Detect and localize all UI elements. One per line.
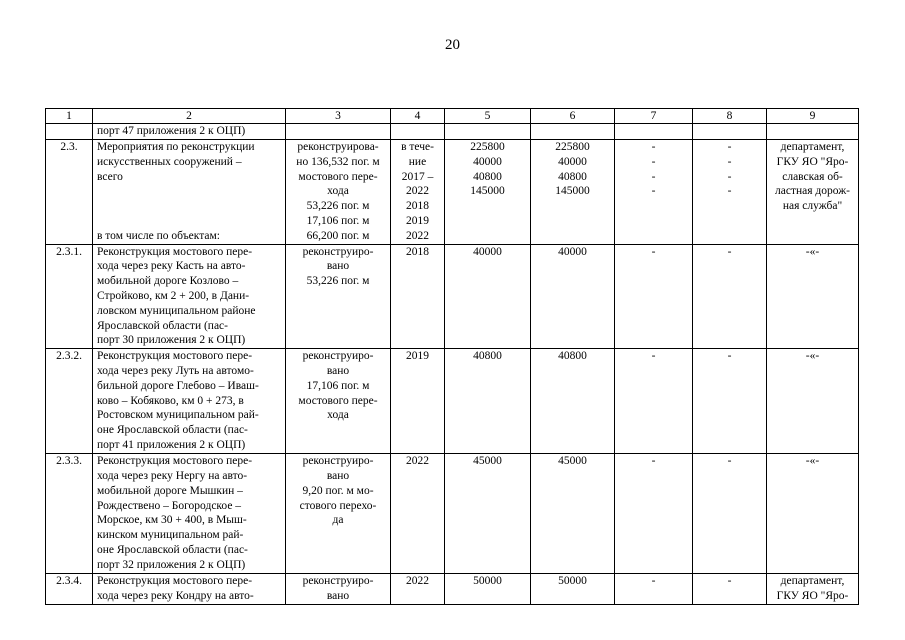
- row-col7: -: [615, 244, 693, 349]
- row-period: 2019: [391, 349, 445, 454]
- header-cell: 4: [391, 109, 445, 124]
- table-row: [46, 349, 859, 454]
- row-col8: [693, 124, 767, 140]
- header-cell: 8: [693, 109, 767, 124]
- row-description-text: Мероприятия по реконструкции искусственных сооружений – всего: [97, 141, 255, 183]
- row-description: Реконструкция мостового пере- хода через реку Луть на автомо- бильной дороге Глебово – Иваш- ково – Кобяково, км 0 + 273, в Ростовском муниципальном рай- оне Ярославской области (пас- порт 41 приложения 2 к ОЦП): [93, 349, 286, 454]
- row-description: Реконструкция мостового пере- хода через реку Касть на авто- мобильной дороге Козлово – Стройково, км 2 + 200, в Дани- ловском муниципальном районе Ярославской области (пас- порт 30 приложения 2 к ОЦП): [93, 244, 286, 349]
- page-number: 20: [445, 37, 460, 53]
- row-number: [46, 124, 93, 140]
- row-col9: -«-: [767, 349, 859, 454]
- row-unit: реконструиро- вано: [286, 574, 391, 605]
- row-period: в тече- ние 2017 – 2022 2018 2019 2022: [391, 140, 445, 245]
- row-description: Реконструкция мостового пере- хода через реку Кондру на авто-: [93, 574, 286, 605]
- row-unit: [286, 124, 391, 140]
- header-cell: 3: [286, 109, 391, 124]
- row-col5: 40800: [445, 349, 531, 454]
- row-unit: реконструиро- вано 17,106 пог. м мостового пере- хода: [286, 349, 391, 454]
- header-cell: 2: [93, 109, 286, 124]
- row-number: 2.3.: [46, 140, 93, 245]
- row-period: 2022: [391, 454, 445, 574]
- row-col9: [767, 124, 859, 140]
- row-col9: департамент, ГКУ ЯО "Яро-: [767, 574, 859, 605]
- row-col6: 225800 40000 40800 145000: [531, 140, 615, 245]
- row-number: 2.3.3.: [46, 454, 93, 574]
- row-col6: [531, 124, 615, 140]
- table-row: [46, 574, 859, 605]
- header-cell: 5: [445, 109, 531, 124]
- row-col7: -: [615, 349, 693, 454]
- row-col5: [445, 124, 531, 140]
- row-col5: 50000: [445, 574, 531, 605]
- row-col9: департамент, ГКУ ЯО "Яро- славская об- ластная дорож- ная служба": [767, 140, 859, 245]
- table-header-row: [46, 109, 859, 124]
- row-col8: -: [693, 349, 767, 454]
- row-col6: 45000: [531, 454, 615, 574]
- data-table: [45, 108, 859, 605]
- row-description: [93, 140, 286, 245]
- row-number: 2.3.2.: [46, 349, 93, 454]
- row-col6: 50000: [531, 574, 615, 605]
- header-cell: 7: [615, 109, 693, 124]
- row-col5: 40000: [445, 244, 531, 349]
- row-period: 2022: [391, 574, 445, 605]
- row-col8: - - - -: [693, 140, 767, 245]
- table-row: [46, 244, 859, 349]
- row-col5: 225800 40000 40800 145000: [445, 140, 531, 245]
- row-period: 2018: [391, 244, 445, 349]
- row-col6: 40000: [531, 244, 615, 349]
- row-number: 2.3.4.: [46, 574, 93, 605]
- row-number: 2.3.1.: [46, 244, 93, 349]
- row-col7: -: [615, 454, 693, 574]
- row-unit: реконструирова- но 136,532 пог. м мостового пере- хода 53,226 пог. м 17,106 пог. м 66,200 пог. м: [286, 140, 391, 245]
- row-description: Реконструкция мостового пере- хода через реку Нергу на авто- мобильной дороге Мышкин – Рождествено – Богородское – Морское, км 30 + 400, в Мыш- кинском муниципальном рай- оне Ярославской области (пас- порт 32 приложения 2 к ОЦП): [93, 454, 286, 574]
- row-period: [391, 124, 445, 140]
- table-row: [46, 140, 859, 245]
- row-description-note: в том числе по объектам:: [97, 229, 220, 242]
- row-col7: - - - -: [615, 140, 693, 245]
- table-row: [46, 454, 859, 574]
- header-cell: 6: [531, 109, 615, 124]
- row-col9: -«-: [767, 454, 859, 574]
- row-col8: -: [693, 244, 767, 349]
- row-col9: -«-: [767, 244, 859, 349]
- row-col6: 40800: [531, 349, 615, 454]
- table-row: [46, 124, 859, 140]
- row-col5: 45000: [445, 454, 531, 574]
- header-cell: 9: [767, 109, 859, 124]
- row-description: порт 47 приложения 2 к ОЦП): [93, 124, 286, 140]
- header-cell: 1: [46, 109, 93, 124]
- row-unit: реконструиро- вано 9,20 пог. м мо- стового перехо- да: [286, 454, 391, 574]
- row-col7: -: [615, 574, 693, 605]
- row-col8: -: [693, 454, 767, 574]
- row-col7: [615, 124, 693, 140]
- row-col8: -: [693, 574, 767, 605]
- row-unit: реконструиро- вано 53,226 пог. м: [286, 244, 391, 349]
